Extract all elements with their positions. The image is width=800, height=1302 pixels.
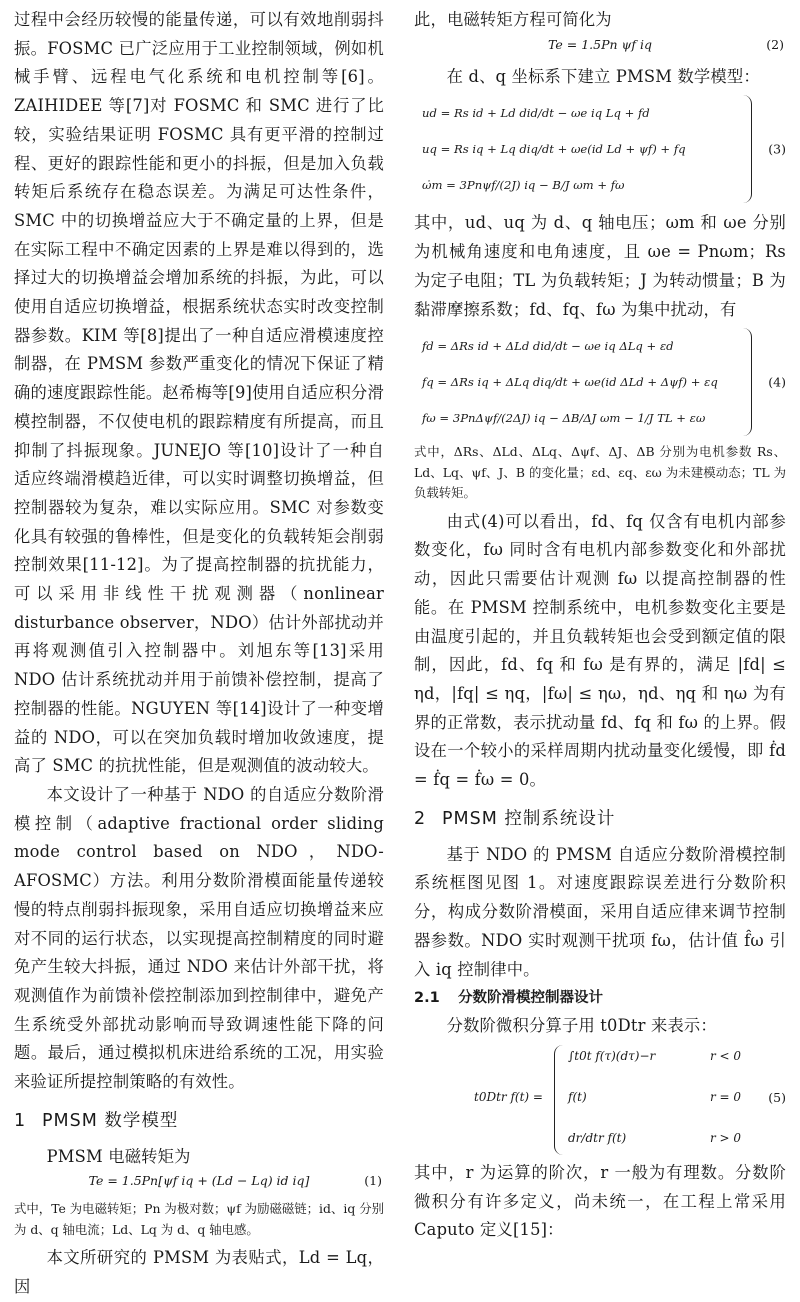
right-column: [414, 6, 786, 1245]
body-paragraph: 其中，ud、uq 为 d、q 轴电压；ωm 和 ωe 分别为机械角速度和电角速度，且 ωe = Pnωm；Rs 为定子电阻；TL 为负载转矩；J 为转动惯量；B 为黏滞摩擦系数；fd、fq、fω 为集中扰动，有: [414, 213, 786, 319]
body-paragraph: 基于 NDO 的 PMSM 自适应分数阶滑模控制系统框图见图 1。对速度跟踪误差进行分数阶积分，构成分数阶滑模面，采用自适应律来调节控制器参数。NDO 实时观测干扰项 fω，估计值 f̂ω 引入 iq 控制律中。: [414, 844, 786, 979]
left-brace: [554, 1045, 563, 1155]
equation-row: ud = Rs id + Ld did/dt − ωe iq Lq + fd: [422, 106, 650, 121]
body-paragraph: 本文所研究的 PMSM 为表贴式，Ld = Lq，因: [14, 1248, 384, 1297]
subsection-heading: [414, 986, 786, 1010]
body-paragraph: 由式(4)可以看出，fd、fq 仅含有电机内部参数变化，fω 同时含有电机内部参数变化和外部扰动，因此只需要估计观测 fω 以提高控制器的性能。在 PMSM 控制系统中，电机参数变化主要是由温度引起的，并且负载转矩也会受到额定值的限制，因此，fd、fq 和 fω 是有界的，满足 |fd| ≤ ηd，|fq| ≤ ηq，|fω| ≤ ηω，ηd、ηq 和 ηω 为有界的正常数，表示扰动量 fd、fq 和 fω 的上界。假设在一个较小的采样周期内扰动量变化缓慢，即 ḟd = ḟq = ḟω = 0。: [414, 511, 786, 790]
equation-number: (2): [766, 36, 784, 52]
equation-row: uq = Rs iq + Lq diq/dt + ωe(id Ld + ψf) + fq: [422, 142, 686, 157]
equation-row: ω̇m = 3Pnψf/(2J) iq − B/J ωm + fω: [422, 178, 625, 193]
right-brace: [743, 95, 752, 203]
equation-row: fd = ΔRs id + ΔLd did/dt − ωe iq ΔLq + εd: [422, 339, 674, 354]
body-paragraph: 过程中会经历较慢的能量传递，可以有效地削弱抖振。FOSMC 已广泛应用于工业控制领域，例如机械手臂、远程电气化系统和电机控制等[6]。ZAIHIDEE 等[7]对 FOSMC 和 SMC 进行了比较，实验结果证明 FOSMC 具有更平滑的控制过程、更好的跟踪性能和更小的抖振，但是加入负载转矩后系统存在稳态误差。为满足可达性条件，SMC 中的切换增益应大于不确定量的上界，但是在实际工程中不确定因素的上界是难以得到的，选择过大的切换增益会增加系统的抖振，为此，可以使用自适应切换增益，根据系统状态实时改变控制器参数。KIM 等[8]提出了一种自适应滑模速度控制器，在 PMSM 参数严重变化的情况下保证了精确的速度跟踪性能。赵希梅等[9]使用自适应积分滑模控制器，不仅使电机的跟踪精度有所提高，而且抑制了抖振现象。JUNEJO 等[10]设计了一种自适应终端滑模趋近律，可以实时调整切换增益，但控制器较为复杂，难以实际应用。SMC 对参数变化具有较强的鲁棒性，但是变化的负载转矩会削弱控制效果[11-12]。为了提高控制器的抗扰能力，可以采用非线性干扰观测器（nonlinear disturbance observer，NDO）估计外部扰动并再将观测值引入控制器中。刘旭东等[13]采用 NDO 估计系统扰动并用于前馈补偿控制，提高了控制器的性能。NGUYEN 等[14]设计了一种变增益的 NDO，可以在突加负载时增加收敛速度，提高了 SMC 的抗扰性能，但是观测值的波动较大。: [14, 10, 384, 776]
section-heading: [414, 805, 786, 833]
equation-number: (4): [768, 374, 786, 390]
body-paragraph: 分数阶微积分算子用 t0Dtr 来表示：: [446, 1016, 717, 1036]
equation-4: [414, 328, 786, 436]
subsection-number: 2.1: [414, 990, 440, 1007]
equation-2: [414, 37, 786, 59]
body-paragraph: PMSM 电磁转矩为: [46, 1146, 191, 1166]
case-condition: r = 0: [710, 1089, 742, 1104]
subsection-title: 分数阶滑模控制器设计: [458, 990, 603, 1007]
section-title: PMSM 控制系统设计: [442, 808, 616, 829]
equation-number: (5): [768, 1089, 786, 1105]
equation-text: Te = 1.5Pn[ψf iq + (Ld − Lq) id iq]: [88, 1173, 310, 1189]
section-title: PMSM 数学模型: [42, 1110, 179, 1131]
case-condition: r < 0: [710, 1048, 742, 1063]
section-heading: [14, 1107, 384, 1135]
equation-row: fq = ΔRs iq + ΔLq diq/dt + ωe(id ΔLd + Δψf) + εq: [422, 375, 718, 390]
case-expression: dr/dtr f(t): [568, 1130, 627, 1145]
equation-number: (1): [364, 1173, 382, 1189]
section-number: 1: [14, 1110, 27, 1131]
body-paragraph: 本文设计了一种基于 NDO 的自适应分数阶滑模控制（adaptive fractional order sliding mode control based on NDO，NDO-AFOSMC）方法。利用分数阶滑模面能量传递较慢的特点削弱抖振现象，采用自适应切换增益来应对不同的运行状态，以实现提高控制精度的同时避免产生较大抖振，通过 NDO 来估计外部干扰，将观测值作为前馈补偿控制添加到控制律中，避免产生系统受外部扰动影响而导致调速性能下降的问题。最后，通过模拟机床进给系统的工况，用实验来验证所提控制策略的有效性。: [14, 784, 384, 1092]
body-paragraph: 此，电磁转矩方程可简化为: [414, 10, 612, 29]
equation-lhs: t0Dtr f(t) =: [474, 1089, 543, 1104]
equation-5: [474, 1043, 786, 1157]
section-number: 2: [414, 808, 427, 829]
right-brace: [743, 328, 752, 436]
equation-note: 式中，ΔRs、ΔLd、ΔLq、Δψf、ΔJ、ΔB 分别为电机参数 Rs、Ld、Lq、ψf、J、B 的变化量；εd、εq、εω 为未建模动态；TL 为负载转矩。: [414, 444, 786, 501]
body-paragraph: 在 d、q 坐标系下建立 PMSM 数学模型：: [446, 66, 760, 86]
case-condition: r > 0: [710, 1130, 742, 1145]
equation-number: (3): [768, 141, 786, 157]
equation-3: [414, 95, 786, 203]
case-expression: ∫t0t f(τ)(dτ)−r: [568, 1048, 656, 1063]
equation-row: fω = 3PnΔψf/(2ΔJ) iq − ΔB/ΔJ ωm − 1/J TL + εω: [422, 411, 706, 426]
case-expression: f(t): [568, 1089, 587, 1104]
body-paragraph: 其中，r 为运算的阶次，r 一般为有理数。分数阶微积分有许多定义，尚未统一，在工程上常采用 Caputo 定义[15]：: [414, 1162, 786, 1240]
equation-text: Te = 1.5Pn ψf iq: [548, 36, 652, 52]
left-column: [14, 6, 384, 1302]
equation-note: 式中，Te 为电磁转矩；Pn 为极对数；ψf 为励磁磁链；id、iq 分别为 d、q 轴电流；Ld、Lq 为 d、q 轴电感。: [14, 1201, 384, 1237]
equation-1: [14, 1173, 384, 1195]
